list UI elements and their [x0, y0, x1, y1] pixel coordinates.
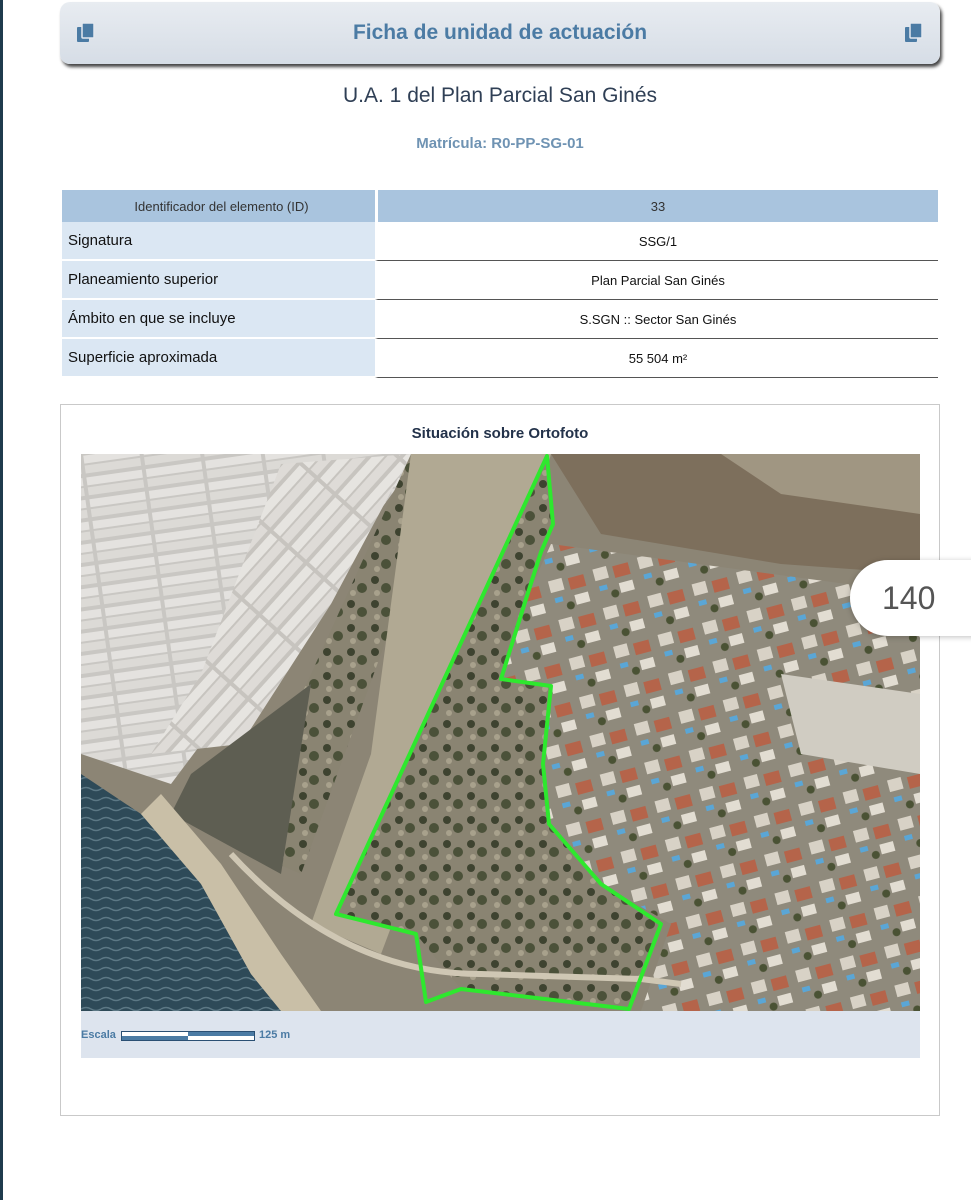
row-label: Planeamiento superior [62, 261, 375, 300]
id-label: Identificador del elemento (ID) [62, 190, 375, 222]
header-bar [60, 2, 940, 64]
row-value: Plan Parcial San Ginés [375, 261, 938, 300]
row-value: SSG/1 [375, 222, 938, 261]
table-row [62, 339, 938, 378]
table-header-row [62, 190, 938, 222]
orthophoto-image [81, 454, 920, 1011]
info-table [62, 190, 938, 378]
row-label: Superficie aproximada [62, 339, 375, 378]
matricula: Matrícula: R0-PP-SG-01 [416, 135, 584, 152]
row-value: 55 504 m² [375, 339, 938, 378]
scale-label: Escala [81, 1029, 116, 1041]
copy-icon[interactable] [904, 22, 924, 44]
scale-graphic [121, 1031, 255, 1041]
copy-icon[interactable] [76, 22, 96, 44]
scale-distance: 125 m [259, 1029, 291, 1041]
row-value: S.SGN :: Sector San Ginés [375, 300, 938, 339]
page-title: Ficha de unidad de actuación [352, 21, 648, 44]
orthophoto-map[interactable] [81, 454, 920, 1011]
document-title: U.A. 1 del Plan Parcial San Ginés [343, 84, 657, 107]
row-label: Ámbito en que se incluye [62, 300, 375, 339]
page-left-border [0, 0, 3, 1200]
page-number-badge: 140 [850, 560, 971, 636]
row-label: Signatura [62, 222, 375, 261]
table-row [62, 300, 938, 339]
map-panel [60, 404, 940, 1116]
scale-bar [81, 1011, 920, 1058]
map-title: Situación sobre Ortofoto [411, 425, 589, 442]
id-value: 33 [375, 190, 938, 222]
table-row [62, 261, 938, 300]
table-row [62, 222, 938, 261]
